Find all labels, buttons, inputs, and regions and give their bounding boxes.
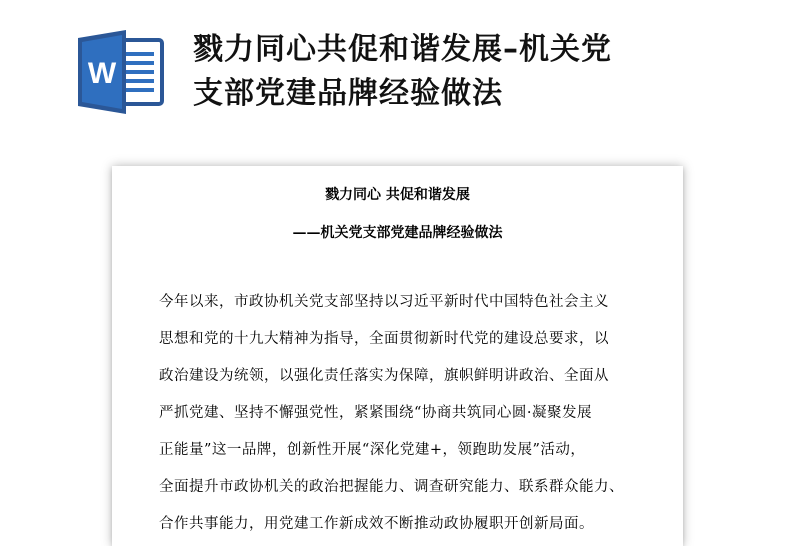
body-line: 今年以来，市政协机关党支部坚持以习近平新时代中国特色社会主义	[159, 294, 609, 310]
document-page	[112, 166, 683, 546]
body-line: 严抓党建、坚持不懈强党性，紧紧围绕“协商共筑同心圆·凝聚发展	[159, 405, 593, 421]
document-title: 戮力同心 共促和谐发展	[325, 187, 470, 203]
word-icon-letter: W	[87, 57, 117, 90]
page-title-line-1: 戮力同心共促和谐发展–机关党	[193, 32, 612, 67]
document-subtitle: ——机关党支部党建品牌经验做法	[292, 225, 503, 241]
body-line: 合作共事能力，用党建工作新成效不断推动政协履职开创新局面。	[159, 516, 594, 532]
page-title	[193, 28, 793, 116]
body-line: 思想和党的十九大精神为指导，全面贯彻新时代党的建设总要求，以	[159, 331, 609, 347]
body-line: 正能量”这一品牌，创新性开展“深化党建+，领跑助发展”活动，	[159, 442, 586, 458]
body-line: 全面提升市政协机关的政治把握能力、调查研究能力、联系群众能力、	[159, 479, 624, 495]
header-banner	[0, 0, 800, 150]
body-line: 政治建设为统领，以强化责任落实为保障，旗帜鲜明讲政治、全面从	[159, 368, 609, 384]
page-title-line-2: 支部党建品牌经验做法	[193, 76, 503, 111]
word-icon	[76, 30, 166, 114]
